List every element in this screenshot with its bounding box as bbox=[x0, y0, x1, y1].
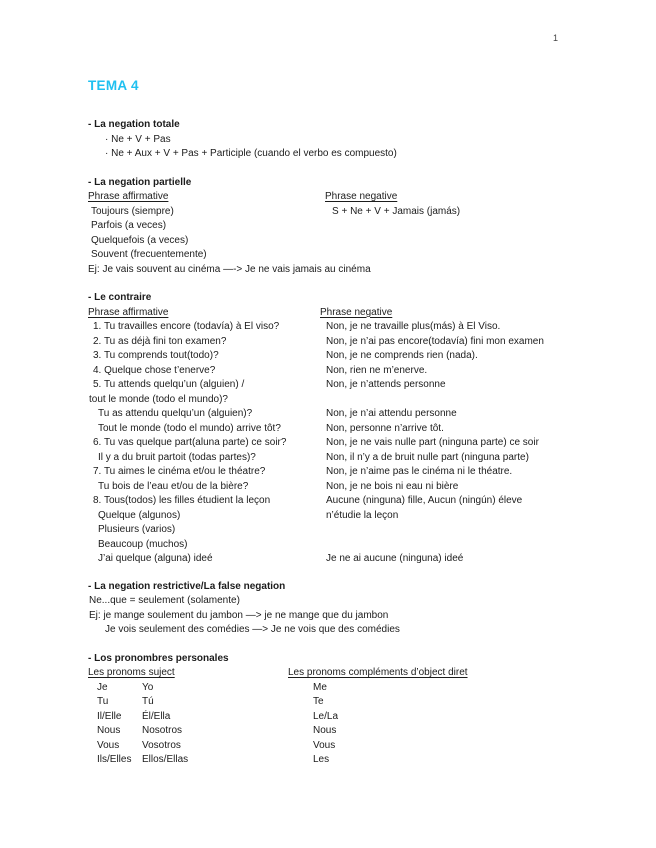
pronoun-es-cell: Vosotros bbox=[142, 739, 181, 751]
negative-cell: Non, rien ne m’enerve. bbox=[326, 364, 428, 376]
affirmative-cell: Tu bois de l’eau et/ou de la bière? bbox=[98, 480, 249, 492]
pronoun-cod-cell: Le/La bbox=[313, 710, 339, 722]
affirmative-cell: Tu as attendu quelqu’un (alguien)? bbox=[98, 408, 253, 419]
negative-cell: Je ne ai aucune (ninguna) ideé bbox=[326, 553, 464, 564]
rule-line: Ne...que = seulement (solamente) bbox=[89, 595, 240, 606]
table-row bbox=[88, 451, 633, 466]
affirmative-cell: 6. Tu vas quelque part(aluna parte) ce soir? bbox=[93, 437, 287, 448]
column-header-affirmative: Phrase affirmative bbox=[88, 306, 169, 318]
affirmative-cell: Quelque (algunos) bbox=[98, 509, 181, 521]
table-row bbox=[88, 739, 633, 754]
affirmative-cell: Toujours (siempre) bbox=[91, 205, 174, 217]
affirmative-cell: Parfois (a veces) bbox=[91, 220, 167, 231]
page-content bbox=[88, 77, 633, 768]
section-negation-restrictive bbox=[88, 580, 633, 638]
negative-cell: Non, il n’y a de bruit nulle part (ninguna parte) bbox=[326, 451, 529, 463]
pronoun-cod-cell: Nous bbox=[313, 725, 337, 736]
column-headers bbox=[88, 190, 633, 205]
negative-cell: Aucune (ninguna) fille, Aucun (ningún) éleve bbox=[326, 495, 523, 506]
table-row bbox=[88, 538, 633, 553]
table-row bbox=[88, 724, 633, 739]
table-row bbox=[88, 509, 633, 524]
affirmative-cell: 7. Tu aimes le cinéma et/ou le théatre? bbox=[93, 466, 266, 477]
table-row bbox=[88, 710, 633, 725]
affirmative-cell: Quelquefois (a veces) bbox=[91, 234, 189, 246]
section-heading: - La negation partielle bbox=[88, 176, 192, 188]
negative-cell: n’étudie la leçon bbox=[326, 509, 399, 521]
section-negation-partielle bbox=[88, 176, 633, 278]
pronoun-fr-cell: Nous bbox=[97, 725, 121, 736]
pronoun-cod-cell: Vous bbox=[313, 739, 336, 751]
negative-cell: Non, je ne comprends rien (nada). bbox=[326, 350, 478, 361]
page-title: TEMA 4 bbox=[88, 78, 139, 93]
affirmative-cell: 2. Tu as déjà fini ton examen? bbox=[93, 335, 227, 347]
pronoun-fr-cell: Ils/Elles bbox=[97, 754, 132, 765]
table-row bbox=[88, 480, 633, 495]
table-row bbox=[88, 349, 633, 364]
example-line: Ej: je mange soulement du jambon —> je ne mange que du jambon bbox=[89, 609, 389, 621]
formula-line: · Ne + V + Pas bbox=[105, 133, 171, 145]
negative-cell: Non, je ne travaille plus(más) à El Viso. bbox=[326, 321, 501, 332]
spacer bbox=[88, 277, 633, 291]
table-row bbox=[88, 234, 633, 249]
pronoun-es-cell: Nosotros bbox=[142, 725, 183, 736]
column-header-negative: Phrase negative bbox=[320, 306, 393, 318]
affirmative-cell: Souvent (frecuentemente) bbox=[91, 249, 207, 260]
column-header-sujet: Les pronoms suject bbox=[88, 667, 175, 678]
affirmative-cell: Plusieurs (varios) bbox=[98, 524, 176, 535]
table-row bbox=[88, 248, 633, 263]
table-row bbox=[88, 407, 633, 422]
affirmative-cell: J’ai quelque (alguna) ideé bbox=[98, 553, 213, 564]
spacer bbox=[88, 162, 633, 176]
column-header-cod: Les pronoms compléments d’object diret bbox=[288, 667, 468, 678]
negative-cell: Non, je ne vais nulle part (ninguna parte) ce soir bbox=[326, 437, 539, 448]
affirmative-cell: tout le monde (todo el mundo)? bbox=[89, 393, 228, 405]
table-row bbox=[88, 523, 633, 538]
pronoun-fr-cell: Je bbox=[97, 681, 108, 693]
negative-cell: Non, je n’attends personne bbox=[326, 379, 446, 390]
pronoun-fr-cell: Vous bbox=[97, 739, 120, 751]
affirmative-cell: 4. Quelque chose t’enerve? bbox=[93, 364, 216, 376]
table-row bbox=[88, 219, 633, 234]
table-row bbox=[88, 205, 633, 220]
affirmative-cell: 3. Tu comprends tout(todo)? bbox=[93, 350, 219, 361]
table-row bbox=[88, 494, 633, 509]
table-row bbox=[88, 422, 633, 437]
negative-cell: Non, je n’ai pas encore(todavía) fini mon examen bbox=[326, 335, 544, 347]
column-header-affirmative: Phrase affirmative bbox=[88, 191, 169, 202]
section-heading: - La negation restrictive/La false negation bbox=[88, 580, 286, 592]
pronoun-fr-cell: Il/Elle bbox=[97, 710, 122, 722]
pronoun-es-cell: Él/Ella bbox=[142, 710, 171, 722]
pronoun-cod-cell: Te bbox=[313, 696, 324, 707]
formula-line: · Ne + Aux + V + Pas + Participle (cuando el verbo es compuesto) bbox=[105, 148, 397, 159]
section-pronombres-personales bbox=[88, 652, 633, 768]
table-row bbox=[88, 335, 633, 350]
table-row bbox=[88, 552, 633, 567]
negative-cell: S + Ne + V + Jamais (jamás) bbox=[332, 205, 461, 217]
pronoun-es-cell: Ellos/Ellas bbox=[142, 754, 189, 765]
page-number: 1 bbox=[553, 33, 559, 43]
example-line: Ej: Je vais souvent au cinéma —-> Je ne vais jamais au cinéma bbox=[88, 263, 371, 275]
affirmative-cell: Tout le monde (todo el mundo) arrive tôt? bbox=[98, 422, 281, 434]
table-row bbox=[88, 378, 633, 393]
affirmative-cell: 5. Tu attends quelqu’un (alguien) / bbox=[93, 379, 245, 390]
table-row bbox=[88, 436, 633, 451]
table-row bbox=[88, 320, 633, 335]
table-row bbox=[88, 753, 633, 768]
pronoun-es-cell: Tú bbox=[142, 696, 154, 707]
table-row bbox=[88, 393, 633, 408]
pronoun-fr-cell: Tu bbox=[97, 696, 109, 707]
table-row bbox=[88, 465, 633, 480]
column-headers bbox=[88, 306, 633, 321]
spacer bbox=[88, 638, 633, 652]
negative-cell: Non, je n’aime pas le cinéma ni le théatre. bbox=[326, 466, 513, 477]
example-line: Je vois seulement des comédies —> Je ne vois que des comédies bbox=[105, 624, 400, 635]
affirmative-cell: 1. Tu travailles encore (todavía) à El viso? bbox=[93, 321, 280, 332]
affirmative-cell: 8. Tous(todos) les filles étudient la leçon bbox=[93, 495, 271, 506]
pronoun-es-cell: Yo bbox=[142, 681, 154, 693]
pronoun-cod-cell: Me bbox=[313, 681, 327, 693]
pronoun-cod-cell: Les bbox=[313, 754, 330, 765]
negative-cell: Non, je n’ai attendu personne bbox=[326, 408, 457, 419]
affirmative-cell: Il y a du bruit partoit (todas partes)? bbox=[98, 451, 256, 463]
column-headers bbox=[88, 666, 633, 681]
table-row bbox=[88, 695, 633, 710]
negative-cell: Non, personne n’arrive tôt. bbox=[326, 422, 444, 434]
table-row bbox=[88, 681, 633, 696]
spacer bbox=[88, 567, 633, 580]
table-row bbox=[88, 364, 633, 379]
negative-cell: Non, je ne bois ni eau ni bière bbox=[326, 480, 459, 492]
section-negation-totale bbox=[88, 118, 633, 162]
section-heading: - Le contraire bbox=[88, 292, 152, 303]
column-header-negative: Phrase negative bbox=[325, 191, 398, 202]
section-le-contraire bbox=[88, 291, 633, 567]
section-heading: - Los pronombres personales bbox=[88, 652, 229, 664]
section-heading: - La negation totale bbox=[88, 119, 180, 130]
affirmative-cell: Beaucoup (muchos) bbox=[98, 538, 188, 550]
